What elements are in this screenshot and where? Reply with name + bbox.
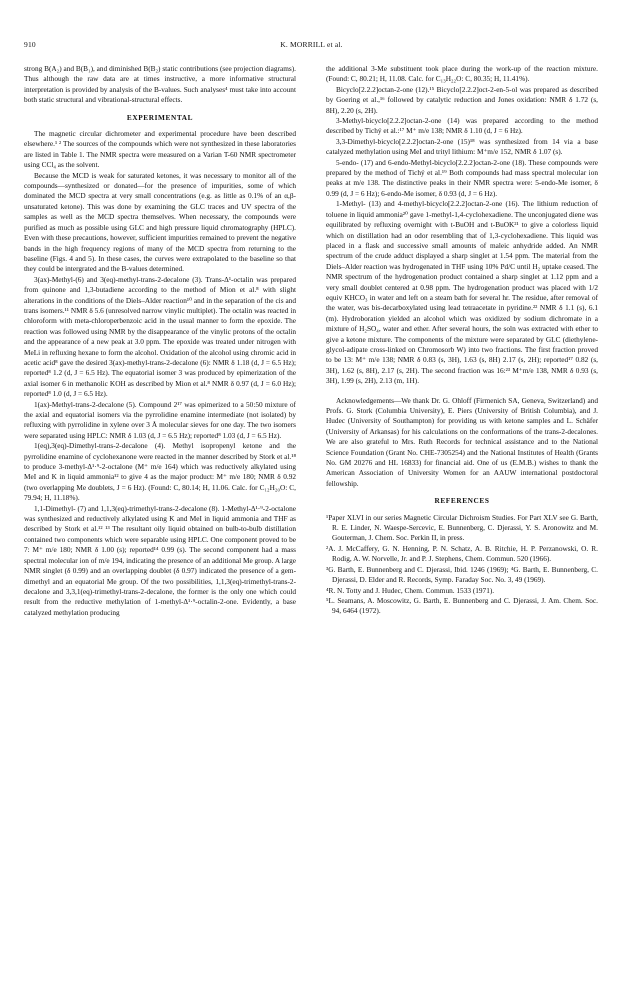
body-paragraph: 3-Methyl-bicyclo[2.2.2]octan-2-one (14) was prepared according to the method described by Tichý et al.:¹⁷ M⁺ m/e 138; NMR δ 1.10 (d, J = 6 Hz). bbox=[326, 116, 598, 136]
body-paragraph: The magnetic circular dichrometer and experimental procedure have been described elsewhere.¹ ² The sources of the compounds which were not synthesized in these laboratories are listed in Table 1. The NMR spectra were measured on a Varian T-60 NMR spectrometer using CCl₄ as the solvent. bbox=[24, 129, 296, 170]
running-title: K. MORRILL et al. bbox=[280, 40, 343, 49]
left-column bbox=[24, 64, 296, 618]
reference-item: ⁴R. N. Totty and J. Hudec, Chem. Commun. 1533 (1971). bbox=[326, 585, 495, 595]
body-paragraph: 3(ax)-Methyl-(6) and 3(eq)-methyl-trans-2-decalone (3). Trans-Δ¹-octalin was prepared from quinone and 1,3-butadiene according to the method of Mion et al.⁸ with slight alterations in the conditions of the Diels–Alder reaction¹⁰ and in the separation of the cis and trans isomers.¹¹ NMR δ 5.6 (unresolved narrow vinylic multiplet). The octalin was reacted in chloroform with meta-chloroperbenzoic acid in the usual manner to form the epoxide. The reaction was followed using NMR by the disappearance of the vinylic protons of the octalin and the appearance of a new peak at 3.0 ppm. The epoxide was treated under nitrogen with MeLi in refluxing hexane to form the alcohol. Oxidation of the alcohol using chromic acid in acetic acid⁸ gave the desired 3(ax)-methyl-trans-2-decalone (6): NMR δ 1.18 (d, J = 6.5 Hz); reported⁸ 1.2 (d, J = 6.5 Hz). The equatorial isomer 3 was produced by epimerization of the axial isomer 6 in methanolic KOH as described by Mion et al.⁸ NMR δ 0.97 (d, J = 6.0 Hz); reported⁸ 1.0 (d, J = 6.5 Hz). bbox=[24, 274, 296, 399]
reference-item: ¹Paper XLVI in our series Magnetic Circular Dichroism Studies. For Part XLV see G. Barth, R. E. Linder, N. Waespe-Sercevic, E. Bunnenberg, C. Djerassi, Y. S. Aronowitz and M. Gouterman, J. Chem. Soc. Perkin II, in press. bbox=[326, 512, 598, 543]
right-column bbox=[326, 64, 598, 617]
references-list bbox=[326, 513, 598, 617]
body-paragraph: 1(eq),3(eq)-Dimethyl-trans-2-decalone (4). Methyl isopropenyl ketone and the pyrrolidine enamine of cyclohexanone were reacted in the manner described by Stork et al.¹⁸ to produce 3-methyl-Δ¹·⁹-2-octalone (M⁺ m/e 164) which was reductively alkylated using MeI and K in liquid ammonia¹² to give 4 as the major product: M⁺ m/e 180; NMR δ 0.92 (two overlapping Me doublets, J = 6 Hz). (Found: C, 80.14; H, 11.06. Calc. for C₁₂H₂₀O: C, 79.94; H, 11.18%). bbox=[24, 441, 296, 503]
reference-item: ³G. Barth, E. Bunnenberg and C. Djerassi, Ibid. 1246 (1969); ⁴G. Barth, E. Bunnenberg, C. Djerassi, D. Elder and R. Records, Symp. Faraday Soc. No. 3, 49 (1969). bbox=[326, 564, 598, 585]
body-paragraph: 1,1-Dimethyl- (7) and 1,1,3(eq)-trimethyl-trans-2-decalone (8). 1-Methyl-Δ¹·⁹-2-octalone was synthesized and reductively alkylated using K and MeI in liquid ammonia and THF as described by Stork et al.¹² ¹³ The resultant oily liquid obtained on bulb-to-bulb distillation contained two components which were separable using HPLC. One component proved to be 7: M⁺ m/e 180; NMR δ 1.00 (s); reported¹⁴ 0.99 (s). The second component had a mass spectral molecular ion of m/e 194, indicating the presence of an additional Me group. A large NMR singlet (δ 0.99) and an overlapping doublet (δ 0.97) indicated the presence of a gem-dimethyl and an equatorial Me group. Of the two possibilities, 1,1,3(eq)-trimethyl-trans-2-decalone and 3,3,1(eq)-trimethyl-trans-2-decalone, the former is the only one which could result from the reductive methylation of 1-methyl-Δ¹·⁹-octalin-2-one. Evidently, a base catalyzed methylation producing bbox=[24, 503, 296, 617]
body-paragraph: the additional 3-Me substituent took place during the work-up of the reaction mixture. (Found: C, 80.21; H, 11.08. Calc. for C₁₃H₂₂O: C, 80.35; H, 11.41%). bbox=[326, 64, 598, 84]
references-heading: REFERENCES bbox=[434, 496, 490, 506]
body-paragraph: 3,3-Dimethyl-bicyclo[2.2.2]octan-2-one (15)¹⁸ was synthesized from 14 via a base catalyzed methylation using MeI and trityl lithium: M⁺m/e 152, NMR δ 1.07 (s). bbox=[326, 136, 598, 157]
body-paragraph: Bicyclo[2.2.2]octan-2-one (12).¹⁵ Bicyclo[2.2.2]oct-2-en-5-ol was prepared as described by Goering et al.,¹⁶ followed by catalytic reduction and Jones oxidation: NMR δ 1.72 (s, 8H), 2.20 (s, 2H). bbox=[326, 84, 598, 115]
body-paragraph: Because the MCD is weak for saturated ketones, it was necessary to monitor all of the compounds—synthesized or donated—for the presence of impurities, some of which dominated the MCD spectra at very small concentrations (e.g. as little as 0.1% of an α,β-unsaturated ketone). This was done by examining the GLC traces and UV spectra of the samples as well as the MCD spectra themselves. When necessary, the compounds were purified as much as possible using GLC and high pressure liquid chromatography (HPLC). Even with these precautions, however, sufficient impurities remained to prevent the negative bands in the high frequency regions of many of the MCD spectra from returning to the baseline (Figs. 4 and 5). In these cases, the curves were extrapolated to the baseline so that they could be intergrated and the B-values determined. bbox=[24, 170, 296, 274]
body-paragraph: 1-Methyl- (13) and 4-methyl-bicyclo[2.2.2]octan-2-one (16). The lithium reduction of toluene in liquid ammonia²⁰ gave 1-methyl-1,4-cyclohexadiene. The unconjugated diene was equilibrated by refluxing overnight with t-BuOH and t-BuOK²¹ to give a colorless liquid which on distillation had an odor resembling that of 1,3-cyclohexadiene. This liquid was placed in a flask and successive small amounts of maleic anhydride added. An NMR spectrum of the crude adduct displayed a sharp singlet at 1.54 ppm. The material from the Diels–Alder reaction was hydrogenated in THF using 10% Pd/C until H₂ uptake ceased. The NMR spectrum of the hydrogenation product contained a sharp singlet at 1.12 ppm and a very small doublet centered at 0.98 ppm. The hydrogenation product was placed with 1/2 equiv KHCO₃ in water and left on a steam bath for several hr. The residue, after removal of the water, was bis-decarboxylated using lead tetraacetate in pyridine.²² NMR δ 1.1 (s), 6.1 (m). Hydroboration yielded an alcohol which was oxidized by sodium dichromate in a mixture of H₂SO₄, water and ether. After several hours, the soln was extracted with ether to give a ketone mixture. The components of the mixture were separated by GLC (diethylene-glycol-adipate cross-linked on Chromosorb W) into two fractions. The first fraction proved to be 13: M⁺ m/e 138; NMR δ 0.83 (s, 3H), 1.63 (s, 8H) 2.17 (s, 2H); reported¹⁷ 0.82 (s, 3H), 1.62 (s, 8H), 2.17 (s, 2H). The second fraction was 16:²³ M⁺m/e 138, NMR δ 0.93 (s, 3H), 1.99 (s, 2H), 2.13 (m, 1H). bbox=[326, 199, 598, 386]
page-number: 910 bbox=[24, 40, 36, 49]
intro-paragraph: strong B(A₂) and B(B₁), and diminished B(B₂) static contributions (see projection diagrams). Thus although the raw data are at times instructive, a more informative structural interpretation is provided by analysis of the B-values. Such analyses⁴ must take into account both static structural and vibrational-structural effects. bbox=[24, 64, 296, 105]
section-heading-experimental: EXPERIMENTAL bbox=[126, 112, 194, 122]
acknowledgements-paragraph: Acknowledgements—We thank Dr. G. Ohloff (Firmenich SA, Geneva, Switzerland) and Profs. G. Stork (Columbia University), E. Piers (University of British Columbia), and J. Hudec (University of Southampton) for providing us with ketone samples and L. Schäfer (University of Arkansas) for his calculations on the conformations of the trans-2-decalones. We are also grateful to Mrs. Ruth Records for technical assistance and to the National Science Foundation (Grant No. CHE-7305254) and the National Institutes of Health (Grants No. GM 20276 and HL 16833) for financial aid. One of us (E.M.B.) wishes to thank the American Association of University Women for an AAUW international postdoctoral fellowship. bbox=[326, 395, 598, 488]
spacer bbox=[326, 387, 598, 396]
body-paragraph: 5-endo- (17) and 6-endo-Methyl-bicyclo[2.2.2]octan-2-one (18). These compounds were prepared by the method of Tichý et al.¹⁹ Both compounds had mass spectral molecular ion peaks at m/e 138. The distinctive peaks in their NMR spectra were: 5-endo-Me isomer, δ 0.99 (d, J = 6 Hz); 6-endo-Me isomer, δ 0.93 (d, J = 6 Hz). bbox=[326, 157, 598, 198]
reference-item: ⁵L. Seamans, A. Moscowitz, G. Barth, E. Bunnenberg and C. Djerassi, J. Am. Chem. Soc. 94, 6464 (1972). bbox=[326, 595, 598, 616]
body-paragraph: 1(ax)-Methyl-trans-2-decalone (5). Compound 2¹⁷ was epimerized to a 50:50 mixture of the axial and equatorial isomers via the pyrrolidine enamine intermediate (not isolated) by refluxing with pyrrolidine in xylene over 3 Å molecular sieves for one day. The two isomers were separated using HPLC: NMR δ 1.03 (d, J = 6.5 Hz); reported⁸ 1.03 (d, J = 6.5 Hz). bbox=[24, 399, 296, 440]
reference-item: ²A. J. McCaffery, G. N. Henning, P. N. Schatz, A. B. Ritchie, H. P. Perzanowski, O. R. Rodig, A. W. Norvelle, Jr. and P. J. Stephens, Chem. Commun. 520 (1966). bbox=[326, 543, 598, 564]
